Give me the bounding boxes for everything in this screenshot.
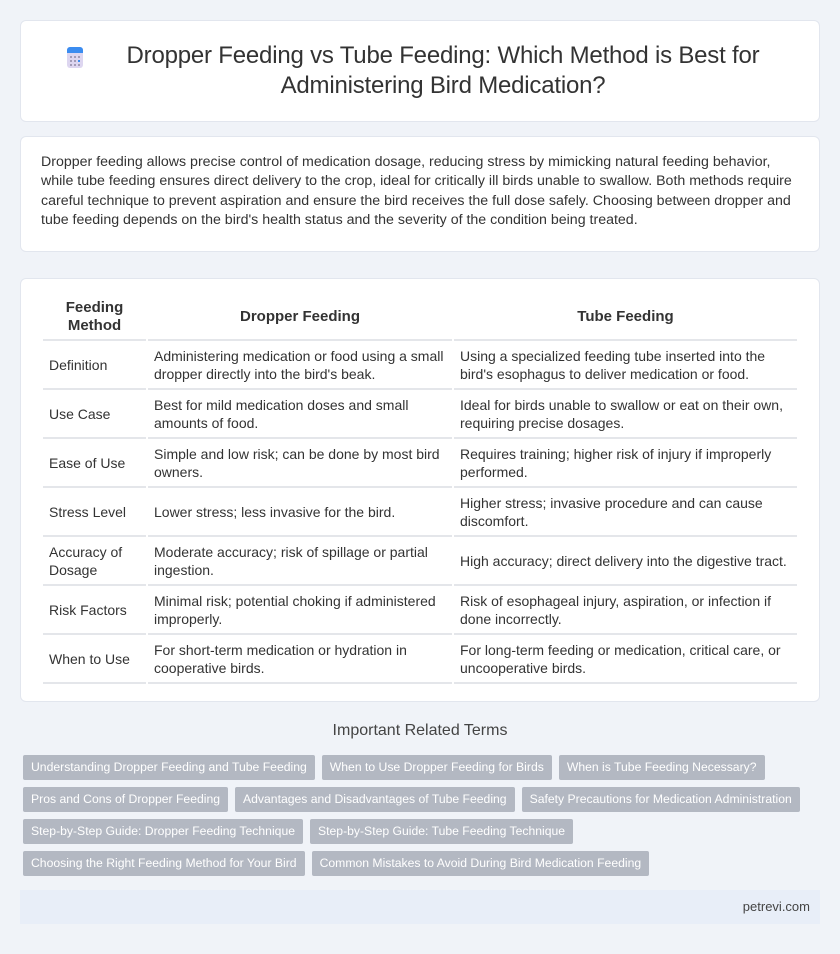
row-label: Ease of Use <box>43 439 146 488</box>
dropper-cell: Administering medication or food using a small dropper directly into the bird's beak. <box>148 341 452 390</box>
row-label: Definition <box>43 341 146 390</box>
dropper-cell: Lower stress; less invasive for the bird. <box>148 488 452 537</box>
table-row <box>43 439 797 488</box>
column-header-dropper-feeding: Dropper Feeding <box>148 295 452 341</box>
dropper-cell: Simple and low risk; can be done by most bird owners. <box>148 439 452 488</box>
related-term-tag[interactable]: Common Mistakes to Avoid During Bird Medication Feeding <box>312 851 650 876</box>
dropper-cell: For short-term medication or hydration in cooperative birds. <box>148 635 452 684</box>
table-row <box>43 390 797 439</box>
table-row <box>43 635 797 684</box>
dropper-cell: Moderate accuracy; risk of spillage or partial ingestion. <box>148 537 452 586</box>
related-term-tag[interactable]: Step-by-Step Guide: Tube Feeding Technique <box>310 819 573 844</box>
comparison-card <box>20 278 820 702</box>
header-card <box>20 20 820 122</box>
related-terms-list <box>23 755 817 876</box>
dropper-cell: Minimal risk; potential choking if administered improperly. <box>148 586 452 635</box>
related-term-tag[interactable]: Step-by-Step Guide: Dropper Feeding Technique <box>23 819 303 844</box>
page-title: Dropper Feeding vs Tube Feeding: Which Method is Best for Administering Bird Medication? <box>126 42 760 99</box>
related-term-tag[interactable]: Choosing the Right Feeding Method for Your Bird <box>23 851 305 876</box>
dropper-cell: Best for mild medication doses and small amounts of food. <box>148 390 452 439</box>
related-term-tag[interactable]: When is Tube Feeding Necessary? <box>559 755 765 780</box>
tube-cell: Ideal for birds unable to swallow or eat on their own, requiring precise dosages. <box>454 390 797 439</box>
footer <box>20 890 820 924</box>
tube-cell: Risk of esophageal injury, aspiration, or infection if done incorrectly. <box>454 586 797 635</box>
intro-paragraph: Dropper feeding allows precise control of medication dosage, reducing stress by mimicking natural feeding behavior, while tube feeding ensures direct delivery to the crop, ideal for critically ill birds unable to swallow. Both methods require careful technique to prevent aspiration and ensure the bird receives the full dose safely. Choosing between dropper and tube feeding depends on the bird's health status and the severity of the condition being treated. <box>41 154 792 228</box>
tube-cell: Higher stress; invasive procedure and can cause discomfort. <box>454 488 797 537</box>
column-header-feeding-method: Feeding Method <box>43 295 146 341</box>
intro-card <box>20 136 820 252</box>
tube-cell: For long-term feeding or medication, critical care, or uncooperative birds. <box>454 635 797 684</box>
related-term-tag[interactable]: Safety Precautions for Medication Administration <box>522 787 800 812</box>
table-row <box>43 341 797 390</box>
row-label: Use Case <box>43 390 146 439</box>
related-term-tag[interactable]: Advantages and Disadvantages of Tube Feeding <box>235 787 515 812</box>
related-term-tag[interactable]: When to Use Dropper Feeding for Birds <box>322 755 552 780</box>
row-label: When to Use <box>43 635 146 684</box>
calendar-icon <box>67 47 83 68</box>
row-label: Risk Factors <box>43 586 146 635</box>
tube-cell: Using a specialized feeding tube inserted into the bird's esophagus to deliver medication or food. <box>454 341 797 390</box>
table-row <box>43 537 797 586</box>
comparison-table <box>41 295 799 684</box>
tube-cell: Requires training; higher risk of injury if improperly performed. <box>454 439 797 488</box>
tube-cell: High accuracy; direct delivery into the digestive tract. <box>454 537 797 586</box>
related-term-tag[interactable]: Understanding Dropper Feeding and Tube Feeding <box>23 755 315 780</box>
table-header-row <box>43 295 797 341</box>
related-terms-heading: Important Related Terms <box>332 722 508 739</box>
row-label: Stress Level <box>43 488 146 537</box>
table-row <box>43 488 797 537</box>
row-label: Accuracy of Dosage <box>43 537 146 586</box>
site-name[interactable]: petrevi.com <box>742 899 810 914</box>
table-row <box>43 586 797 635</box>
related-term-tag[interactable]: Pros and Cons of Dropper Feeding <box>23 787 228 812</box>
column-header-tube-feeding: Tube Feeding <box>454 295 797 341</box>
